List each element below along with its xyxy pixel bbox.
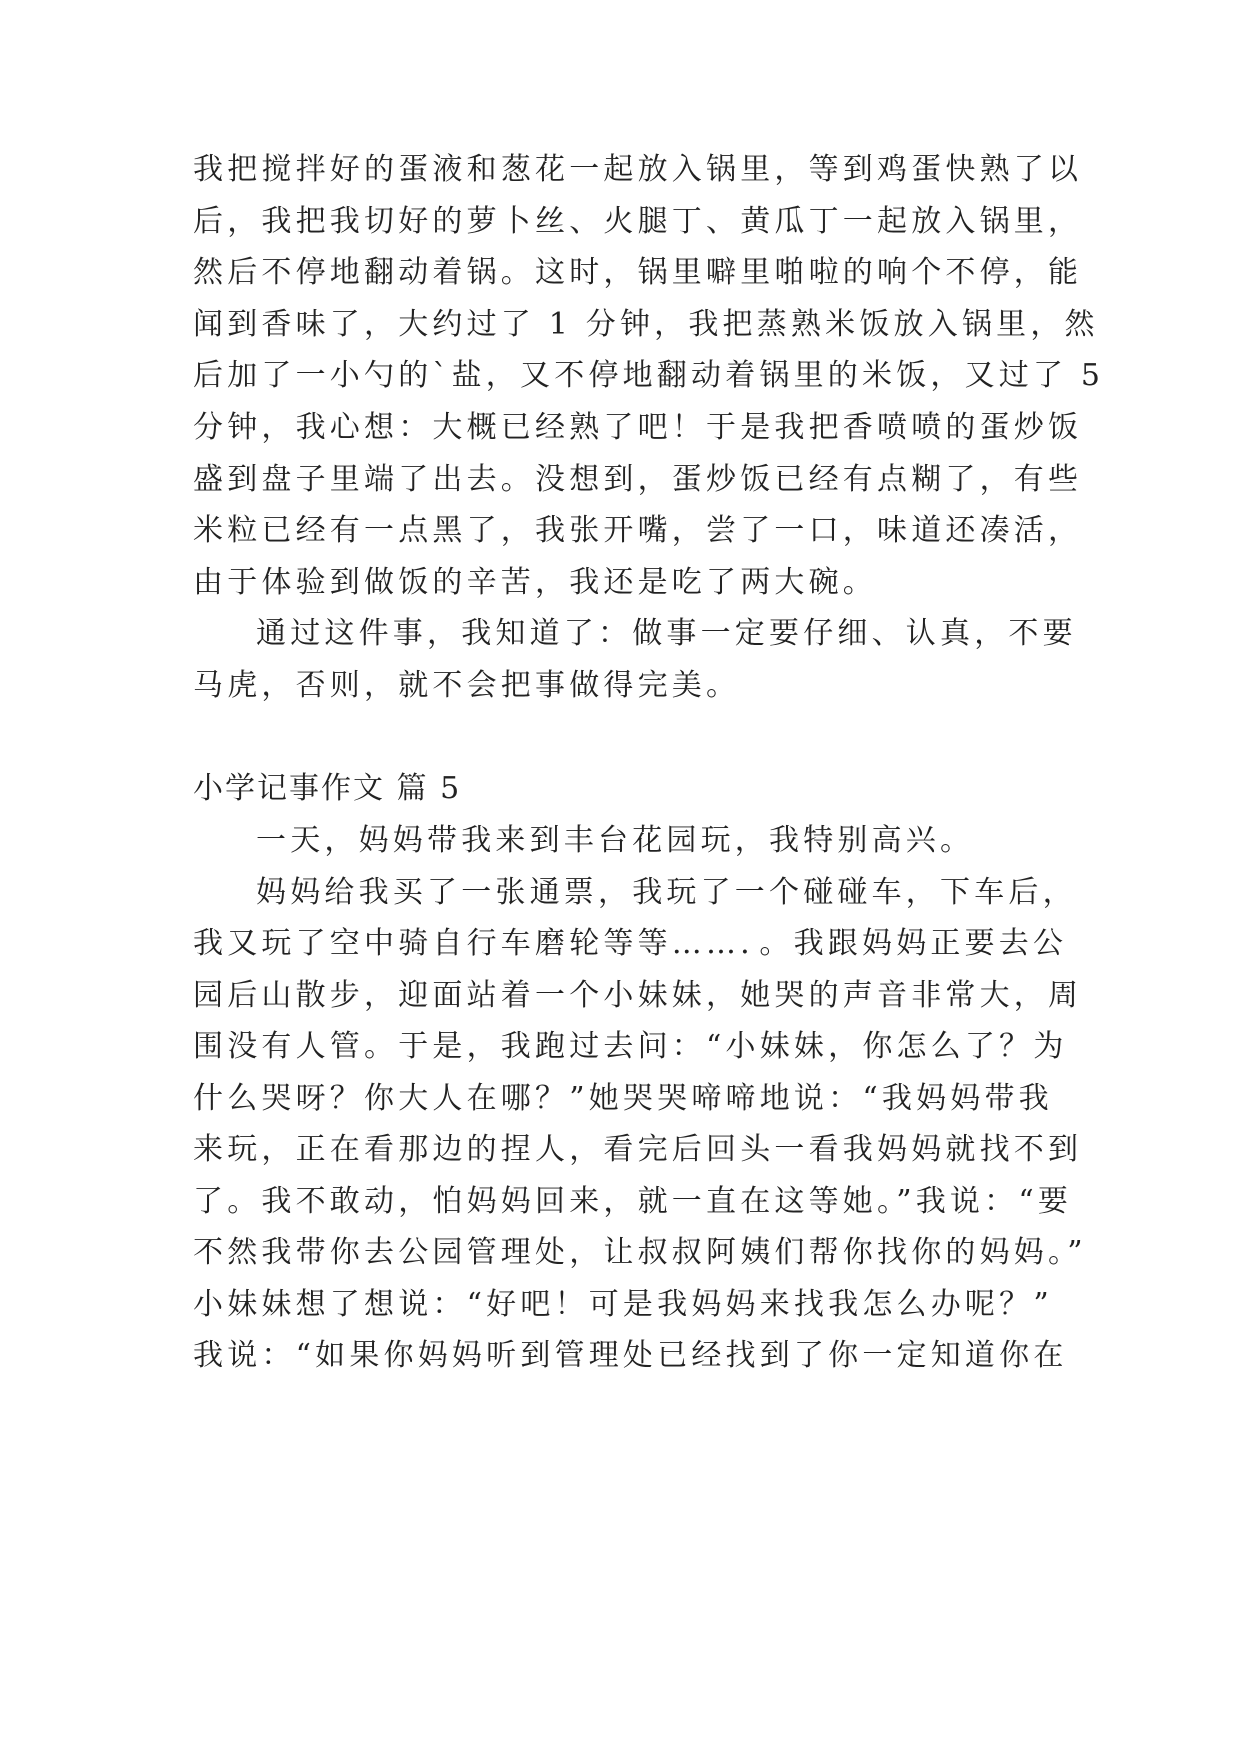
paragraph-line: 小妹妹想了想说：“好吧！可是我妈妈来找我怎么办呢？” — [193, 1287, 1053, 1322]
body-line: 由于体验到做饭的辛苦，我还是吃了两大碗。 — [193, 565, 877, 600]
paragraph-line: 园后山散步，迎面站着一个小妹妹，她哭的声音非常大，周 — [193, 978, 1083, 1013]
body-line: 后加了一小勺的`盐，又不停地翻动着锅里的米饭，又过了 5 — [193, 358, 1105, 393]
paragraph-line: 我又玩了空中骑自行车磨轮等等……．。我跟妈妈正要去公 — [193, 926, 1068, 961]
body-line: 闻到香味了，大约过了 1 分钟，我把蒸熟米饭放入锅里，然 — [193, 307, 1099, 342]
paragraph-line: 了。我不敢动，怕妈妈回来，就一直在这等她。”我说：“要 — [193, 1184, 1073, 1219]
body-line: 我把搅拌好的蛋液和葱花一起放入锅里，等到鸡蛋快熟了以 — [193, 152, 1083, 187]
body-line: 然后不停地翻动着锅。这时，锅里噼里啪啦的响个不停，能 — [193, 255, 1083, 290]
conclusion-line: 马虎，否则，就不会把事做得完美。 — [193, 668, 741, 703]
section-title: 小学记事作文 篇 5 — [193, 771, 462, 806]
body-line: 盛到盘子里端了出去。没想到，蛋炒饭已经有点糊了，有些 — [193, 462, 1083, 497]
paragraph-line: 我说：“如果你妈妈听到管理处已经找到了你一定知道你在 — [193, 1338, 1068, 1373]
body-line: 米粒已经有一点黑了，我张开嘴，尝了一口，味道还凑活， — [193, 513, 1083, 548]
body-line: 后，我把我切好的萝卜丝、火腿丁、黄瓜丁一起放入锅里， — [193, 204, 1083, 239]
conclusion-line: 通过这件事，我知道了：做事一定要仔细、认真，不要 — [256, 616, 1077, 651]
paragraph-line: 来玩，正在看那边的捏人，看完后回头一看我妈妈就找不到 — [193, 1132, 1083, 1167]
paragraph-line: 什么哭呀？你大人在哪？”她哭哭啼啼地说：“我妈妈带我 — [193, 1081, 1053, 1116]
body-line: 分钟，我心想：大概已经熟了吧！于是我把香喷喷的蛋炒饭 — [193, 410, 1083, 445]
paragraph-line: 一天，妈妈带我来到丰台花园玩，我特别高兴。 — [256, 823, 975, 858]
paragraph-line: 围没有人管。于是，我跑过去问：“小妹妹，你怎么了？为 — [193, 1029, 1068, 1064]
paragraph-line: 不然我带你去公园管理处，让叔叔阿姨们帮你找你的妈妈。” — [193, 1235, 1087, 1270]
paragraph-line: 妈妈给我买了一张通票，我玩了一个碰碰车，下车后， — [256, 875, 1077, 910]
